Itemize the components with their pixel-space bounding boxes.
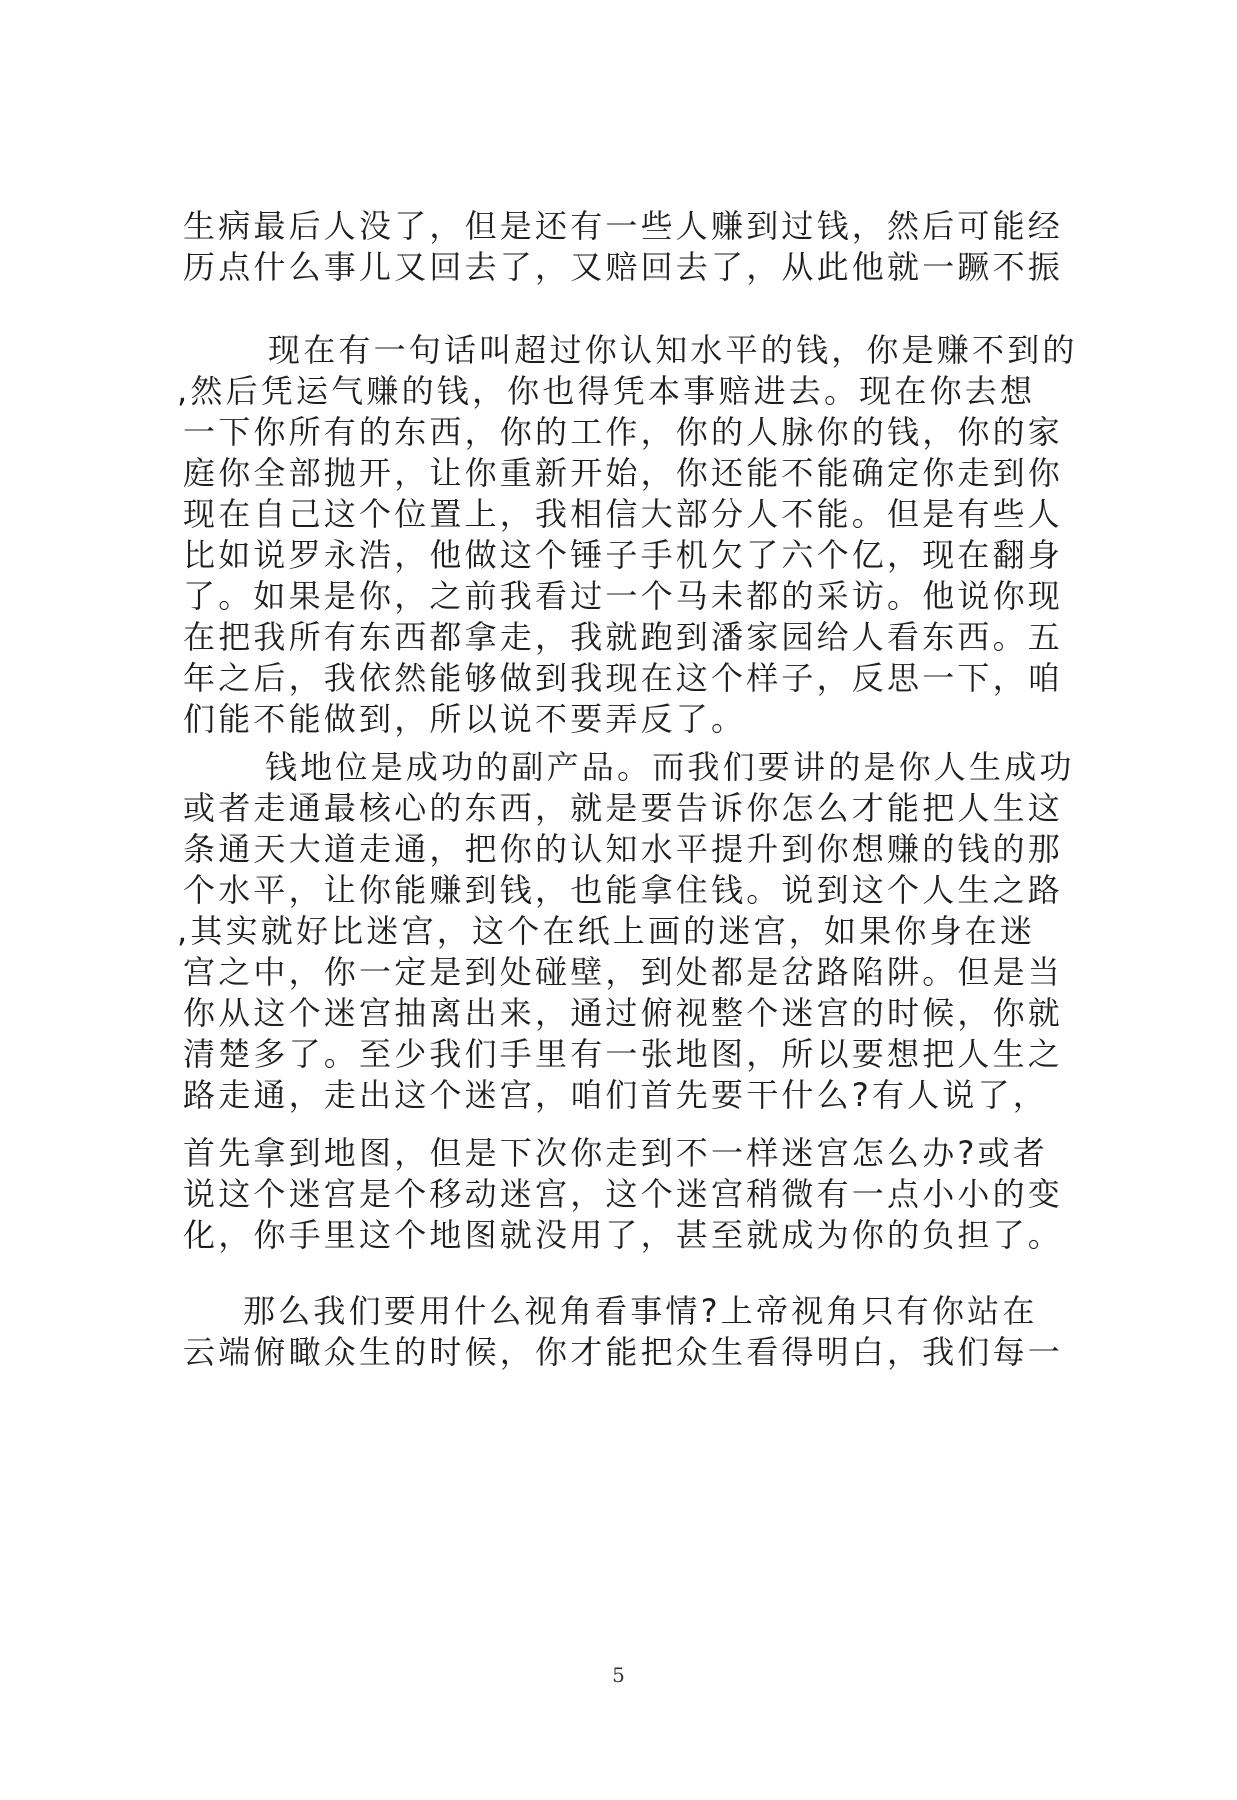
text-line: ,然后凭运气赚的钱，你也得凭本事赔进去。现在你去想 <box>177 372 1036 410</box>
text-line: 那么我们要用什么视角看事情?上帝视角只有你站在 <box>243 1292 1038 1330</box>
text-line: 历点什么事儿又回去了，又赔回去了，从此他就一蹶不振 <box>183 248 1064 286</box>
text-line: 说这个迷宫是个移动迷宫，这个迷宫稍微有一点小小的变 <box>183 1175 1064 1213</box>
text-line: 条通天大道走通，把你的认知水平提升到你想赚的钱的那 <box>183 830 1064 868</box>
text-line: 钱地位是成功的副产品。而我们要讲的是你人生成功 <box>265 748 1075 786</box>
text-line: 路走通，走出这个迷宫，咱们首先要干什么?有人说了， <box>183 1076 1048 1114</box>
text-line: 现在自己这个位置上，我相信大部分人不能。但是有些人 <box>183 495 1064 533</box>
text-line: 一下你所有的东西，你的工作，你的人脉你的钱，你的家 <box>183 413 1064 451</box>
text-line: 比如说罗永浩，他做这个锤子手机欠了六个亿，现在翻身 <box>183 536 1064 574</box>
text-line: 生病最后人没了，但是还有一些人赚到过钱，然后可能经 <box>183 207 1064 245</box>
text-line: 云端俯瞰众生的时候，你才能把众生看得明白，我们每一 <box>183 1333 1064 1371</box>
text-line: 了。如果是你，之前我看过一个马未都的采访。他说你现 <box>183 577 1064 615</box>
text-line: 你从这个迷宫抽离出来，通过俯视整个迷宫的时候，你就 <box>183 994 1064 1032</box>
page-number: 5 <box>612 1663 625 1687</box>
text-line: 清楚多了。至少我们手里有一张地图，所以要想把人生之 <box>183 1035 1064 1073</box>
text-line: 宫之中，你一定是到处碰壁，到处都是岔路陷阱。但是当 <box>183 953 1064 991</box>
text-line: 年之后，我依然能够做到我现在这个样子，反思一下，咱 <box>183 659 1064 697</box>
text-line: 首先拿到地图，但是下次你走到不一样迷宫怎么办?或者 <box>183 1134 1048 1172</box>
text-line: ,其实就好比迷宫，这个在纸上画的迷宫，如果你身在迷 <box>177 912 1036 950</box>
text-line: 在把我所有东西都拿走，我就跑到潘家园给人看东西。五 <box>183 618 1064 656</box>
text-line: 或者走通最核心的东西，就是要告诉你怎么才能把人生这 <box>183 789 1064 827</box>
text-line: 庭你全部抛开，让你重新开始，你还能不能确定你走到你 <box>183 454 1064 492</box>
text-line: 化，你手里这个地图就没用了，甚至就成为你的负担了。 <box>183 1216 1064 1254</box>
text-line: 现在有一句话叫超过你认知水平的钱，你是赚不到的 <box>268 331 1078 369</box>
text-line: 个水平，让你能赚到钱，也能拿住钱。说到这个人生之路 <box>183 871 1064 909</box>
text-line: 们能不能做到，所以说不要弄反了。 <box>183 700 747 738</box>
